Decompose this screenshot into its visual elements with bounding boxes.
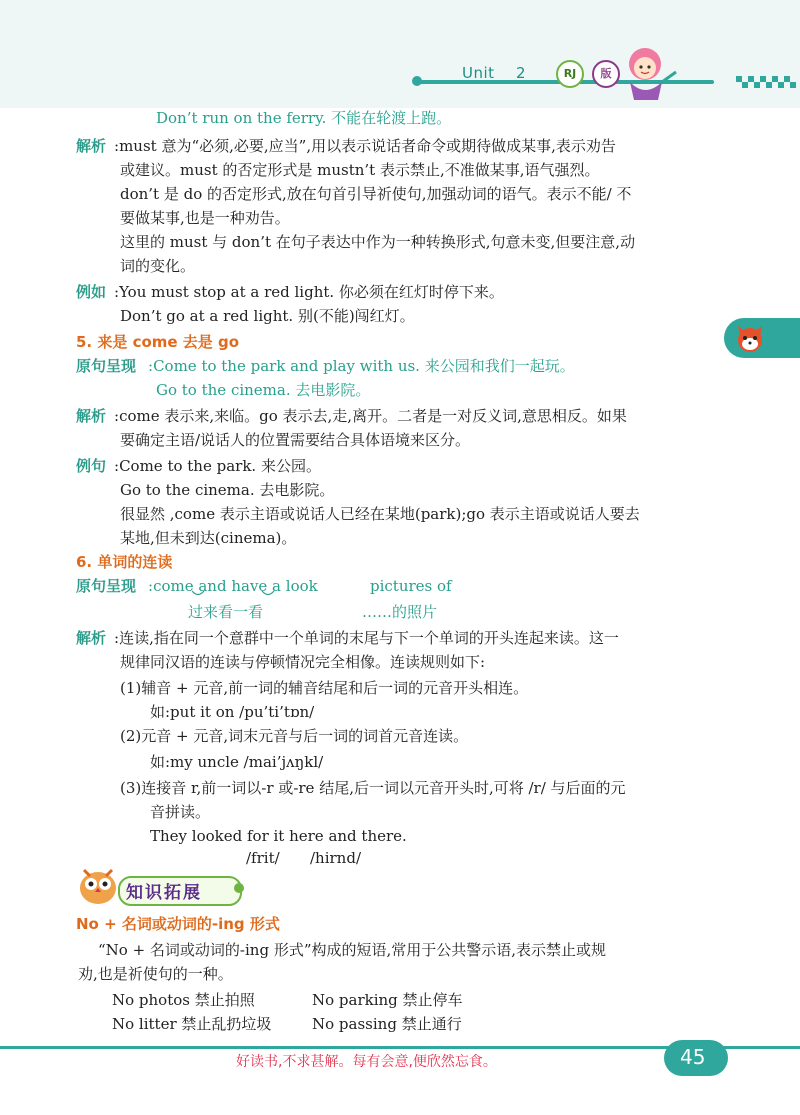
text-line: “No + 名词或动词的-ing 形式”构成的短语,常用于公共警示语,表示禁止或规 bbox=[98, 941, 607, 959]
text-line: :Come to the park. 来公园。 bbox=[114, 457, 321, 475]
section-heading: 5. 来是 come 去是 go bbox=[76, 333, 240, 351]
text-line: don’t 是 do 的否定形式,放在句首引导祈使句,加强动词的语气。表示不能/ 不 bbox=[120, 185, 632, 203]
label-liru: 例如 bbox=[76, 283, 107, 301]
text-line: No litter 禁止乱扔垃圾 bbox=[112, 1015, 272, 1033]
label-jiexi: 解析 bbox=[76, 137, 107, 155]
text-line: Go to the cinema. 去电影院。 bbox=[120, 481, 335, 499]
text-line: :Come to the park and play with us. 来公园和我们一起玩。 bbox=[148, 357, 575, 375]
text-line: 很显然 ,come 表示主语或说话人已经在某地(park);go 表示主语或说话人要去 bbox=[120, 505, 640, 523]
text-line: 要做某事,也是一种劝告。 bbox=[120, 209, 290, 227]
text-line: :must 意为“必须,必要,应当”,用以表示说话者命令或期待做成某事,表示劝告 bbox=[114, 137, 616, 155]
page-number: 45 bbox=[680, 1045, 706, 1069]
ban-badge: 版 bbox=[592, 60, 620, 88]
text-line: :You must stop at a red light. 你必须在红灯时停下来。 bbox=[114, 283, 504, 301]
unit-number: 2 bbox=[516, 64, 526, 82]
unit-label: Unit bbox=[462, 64, 495, 82]
text-line: 规律同汉语的连读与停顿情况完全相像。连读规则如下: bbox=[120, 653, 486, 671]
text-line: Don’t go at a red light. 别(不能)闯红灯。 bbox=[120, 307, 415, 325]
text-line: 或建议。must 的否定形式是 mustn’t 表示禁止,不准做某事,语气强烈。 bbox=[120, 161, 600, 179]
text-line: pictures of bbox=[370, 577, 452, 595]
text-line: 音拼读。 bbox=[150, 803, 211, 821]
fox-face-icon bbox=[734, 322, 766, 354]
text-line: No passing 禁止通行 bbox=[312, 1015, 462, 1033]
text-line: 劝,也是祈使句的一种。 bbox=[78, 965, 233, 983]
text-line: ……的照片 bbox=[362, 603, 438, 621]
label-jiexi: 解析 bbox=[76, 407, 107, 425]
text-line: They looked for it here and there. bbox=[150, 827, 407, 845]
checker-pattern-icon bbox=[736, 76, 798, 92]
text-line: 某地,但未到达(cinema)。 bbox=[120, 529, 297, 547]
mascot-girl-icon bbox=[610, 42, 680, 102]
text-line: 过来看一看 bbox=[188, 603, 264, 621]
text-line: (1)辅音 + 元音,前一词的辅音结尾和后一词的元音开头相连。 bbox=[120, 679, 529, 697]
text-line: :come 表示来,来临。go 表示去,走,离开。二者是一对反义词,意思相反。如果 bbox=[114, 407, 627, 425]
label-yuanju: 原句呈现 bbox=[76, 357, 137, 375]
liaison-arcs bbox=[192, 589, 412, 599]
text-line: 这里的 must 与 don’t 在句子表达中作为一种转换形式,句意未变,但要注意,动 bbox=[120, 233, 636, 251]
text-line: (2)元音 + 元音,词末元音与后一词的词首元音连读。 bbox=[120, 727, 469, 745]
rj-badge: RJ bbox=[556, 60, 584, 88]
section-heading: No + 名词或动词的-ing 形式 bbox=[76, 915, 280, 933]
header-band bbox=[0, 0, 800, 108]
text-line: 词的变化。 bbox=[120, 257, 196, 275]
section-heading: 6. 单词的连读 bbox=[76, 553, 173, 571]
text-line: 要确定主语/说话人的位置需要结合具体语境来区分。 bbox=[120, 431, 471, 449]
text-line: Go to the cinema. 去电影院。 bbox=[156, 381, 371, 399]
label-yuanju: 原句呈现 bbox=[76, 577, 137, 595]
text-line: (3)连接音 r,前一词以-r 或-re 结尾,后一词以元音开头时,可将 /r/ 与后面的元 bbox=[120, 779, 626, 797]
knowledge-extension-dot bbox=[234, 883, 244, 893]
text-line: 如:my uncle /mai’jʌŋkl/ bbox=[150, 753, 324, 771]
text-line: 如:put it on /pu’ti’tɒn/ bbox=[150, 703, 315, 721]
owl-mascot-icon bbox=[74, 862, 122, 906]
footer-motto: 好读书,不求甚解。每有会意,便欣然忘食。 bbox=[236, 1054, 497, 1070]
text-line: /hirnd/ bbox=[310, 849, 361, 867]
text-line: /frit/ bbox=[246, 849, 280, 867]
label-liju: 例句 bbox=[76, 457, 107, 475]
text-line: :连读,指在同一个意群中一个单词的末尾与下一个单词的开头连起来读。这一 bbox=[114, 629, 619, 647]
text-line: No photos 禁止拍照 bbox=[112, 991, 255, 1009]
text-line: :come and have a look bbox=[148, 577, 318, 595]
label-jiexi: 解析 bbox=[76, 629, 107, 647]
example-line: Don’t run on the ferry. 不能在轮渡上跑。 bbox=[156, 109, 452, 127]
knowledge-extension-title: 知识拓展 bbox=[126, 883, 202, 903]
text-line: No parking 禁止停车 bbox=[312, 991, 463, 1009]
